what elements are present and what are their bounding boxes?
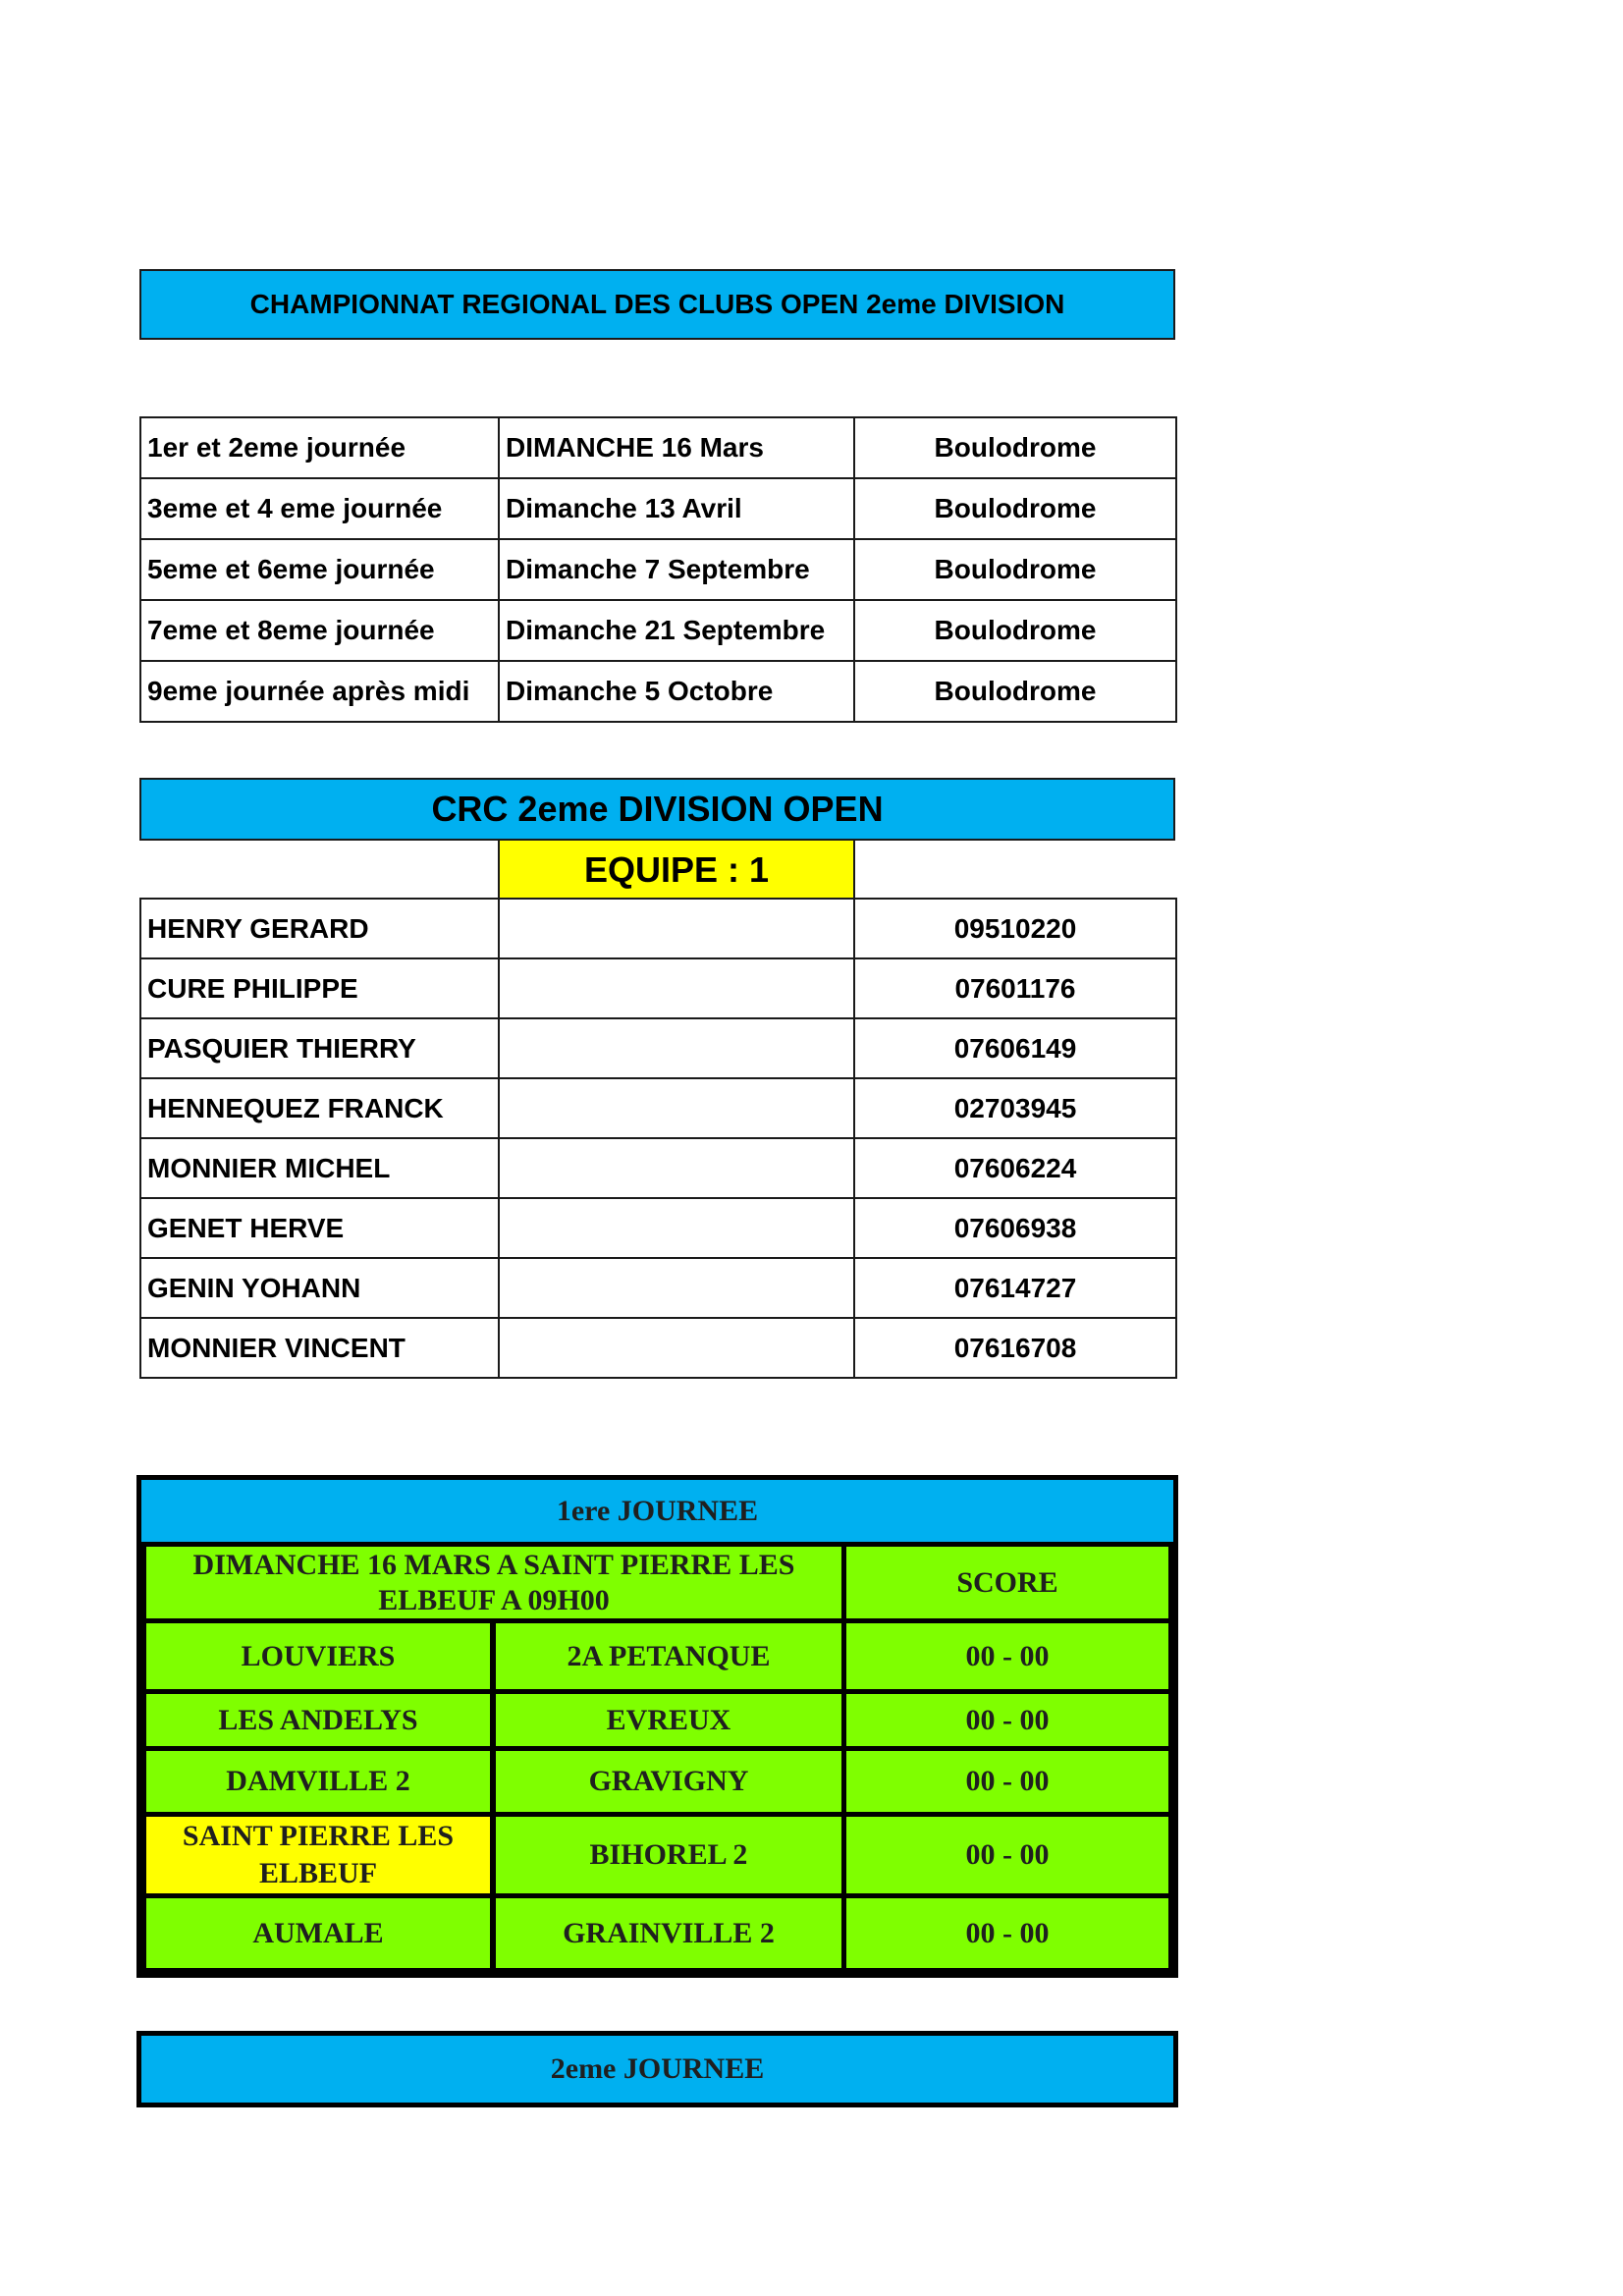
player-licence: 07606149 <box>854 1018 1176 1078</box>
player-licence: 02703945 <box>854 1078 1176 1138</box>
journee1-title: 1ere JOURNEE <box>141 1480 1173 1542</box>
player-name: PASQUIER THIERRY <box>140 1018 499 1078</box>
schedule-lieu: Boulodrome <box>854 478 1176 539</box>
player-name: GENIN YOHANN <box>140 1258 499 1318</box>
match-home: AUMALE <box>146 1898 490 1968</box>
player-name: GENET HERVE <box>140 1198 499 1258</box>
schedule-date: Dimanche 13 Avril <box>499 478 854 539</box>
player-name: CURE PHILIPPE <box>140 958 499 1018</box>
schedule-lieu: Boulodrome <box>854 661 1176 722</box>
player-extra <box>499 1318 854 1378</box>
match-home: LOUVIERS <box>146 1623 490 1689</box>
schedule-journee: 1er et 2eme journée <box>140 417 499 478</box>
journee1-score-label: SCORE <box>846 1547 1168 1618</box>
player-row <box>140 958 1176 1018</box>
player-licence: 07606938 <box>854 1198 1176 1258</box>
schedule-row <box>140 600 1176 661</box>
player-extra <box>499 958 854 1018</box>
player-licence: 07601176 <box>854 958 1176 1018</box>
schedule-row <box>140 417 1176 478</box>
journee2-title: 2eme JOURNEE <box>136 2031 1178 2107</box>
schedule-journee: 7eme et 8eme journée <box>140 600 499 661</box>
schedule-row <box>140 661 1176 722</box>
player-licence: 07606224 <box>854 1138 1176 1198</box>
player-licence: 09510220 <box>854 899 1176 958</box>
match-score: 00 - 00 <box>846 1623 1168 1689</box>
player-licence: 07614727 <box>854 1258 1176 1318</box>
schedule-row <box>140 478 1176 539</box>
schedule-journee: 3eme et 4 eme journée <box>140 478 499 539</box>
player-name: MONNIER MICHEL <box>140 1138 499 1198</box>
player-licence: 07616708 <box>854 1318 1176 1378</box>
player-name: HENRY GERARD <box>140 899 499 958</box>
player-row <box>140 1078 1176 1138</box>
match-score: 00 - 00 <box>846 1694 1168 1746</box>
match-away: 2A PETANQUE <box>496 1623 841 1689</box>
match-away: GRAINVILLE 2 <box>496 1898 841 1968</box>
journee1-date-line: DIMANCHE 16 MARS A SAINT PIERRE LES ELBEUF A 09H00 <box>146 1547 841 1618</box>
match-home: DAMVILLE 2 <box>146 1751 490 1812</box>
match-away: GRAVIGNY <box>496 1751 841 1812</box>
match-away: EVREUX <box>496 1694 841 1746</box>
journee1-block <box>136 1475 1178 1978</box>
match-home: LES ANDELYS <box>146 1694 490 1746</box>
schedule-journee: 9eme journée après midi <box>140 661 499 722</box>
schedule-lieu: Boulodrome <box>854 417 1176 478</box>
player-row <box>140 899 1176 958</box>
player-name: HENNEQUEZ FRANCK <box>140 1078 499 1138</box>
player-extra <box>499 1018 854 1078</box>
equipe-row <box>139 841 1175 900</box>
match-score: 00 - 00 <box>846 1817 1168 1893</box>
crc-title: CRC 2eme DIVISION OPEN <box>139 778 1175 841</box>
player-row <box>140 1258 1176 1318</box>
championship-title: CHAMPIONNAT REGIONAL DES CLUBS OPEN 2eme DIVISION <box>139 269 1175 340</box>
player-row <box>140 1018 1176 1078</box>
player-extra <box>499 1078 854 1138</box>
player-name: MONNIER VINCENT <box>140 1318 499 1378</box>
player-extra <box>499 1258 854 1318</box>
schedule-row <box>140 539 1176 600</box>
schedule-date: Dimanche 21 Septembre <box>499 600 854 661</box>
match-away: BIHOREL 2 <box>496 1817 841 1893</box>
player-row <box>140 1198 1176 1258</box>
match-score: 00 - 00 <box>846 1751 1168 1812</box>
players-table <box>139 898 1177 1379</box>
match-home: SAINT PIERRE LES ELBEUF <box>146 1817 490 1893</box>
player-extra <box>499 1198 854 1258</box>
player-extra <box>499 1138 854 1198</box>
player-row <box>140 1138 1176 1198</box>
schedule-lieu: Boulodrome <box>854 600 1176 661</box>
schedule-lieu: Boulodrome <box>854 539 1176 600</box>
schedule-date: Dimanche 5 Octobre <box>499 661 854 722</box>
player-extra <box>499 899 854 958</box>
schedule-date: DIMANCHE 16 Mars <box>499 417 854 478</box>
schedule-table <box>139 416 1177 723</box>
player-row <box>140 1318 1176 1378</box>
schedule-journee: 5eme et 6eme journée <box>140 539 499 600</box>
match-score: 00 - 00 <box>846 1898 1168 1968</box>
schedule-date: Dimanche 7 Septembre <box>499 539 854 600</box>
equipe-label: EQUIPE : 1 <box>498 841 855 900</box>
